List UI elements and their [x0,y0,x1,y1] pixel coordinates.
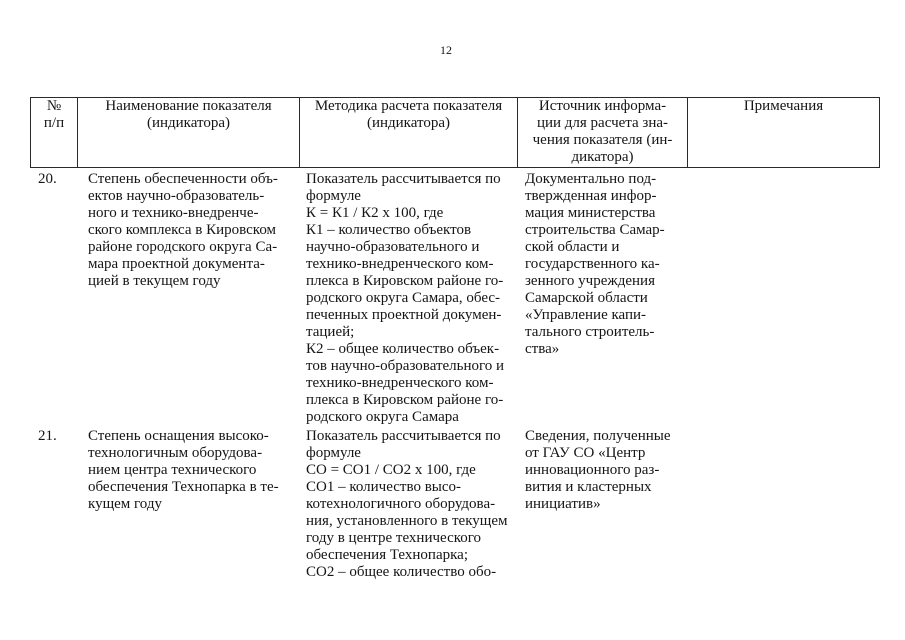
cell-text-line: Документально под- [525,171,657,187]
cell-text-line: К1 – количество объектов [306,222,472,238]
cell-text-line: ния, установленного в текущем [306,513,508,529]
cell-text-line: родского округа Самара [306,409,459,425]
cell-text-line: СО2 – общее количество обо- [306,564,497,580]
cell-text-line: технологичным оборудова- [88,445,263,461]
cell-text-line: тацией; [306,324,355,340]
cell-text-line: государственного ка- [525,256,660,272]
header-text-line: Источник информа- [538,98,667,114]
cell-text-line: формуле [306,445,361,461]
cell-text-line: Степень оснащения высоко- [88,428,269,444]
row-number-cell: 21. [38,428,57,444]
header-text-line: чения показателя (ин- [532,132,673,148]
cell-text-line: тального строитель- [525,324,655,340]
cell-text-line: ства» [525,341,560,357]
cell-text-line: цией в текущем году [88,273,221,289]
cell-text-line: вития и кластерных [525,479,652,495]
cell-text-line: Степень обеспеченности объ- [88,171,278,187]
cell-text-line: твержденная инфор- [525,188,657,204]
cell-text-line: К2 – общее количество объек- [306,341,500,357]
indicator-name-cell [88,171,278,290]
cell-text-line: строительства Самар- [525,222,665,238]
cell-text-line: «Управление капи- [525,307,647,323]
cell-text-line: тов научно-образовательного и [306,358,505,374]
cell-text-line: технико-внедренческого ком- [306,256,494,272]
cell-text-line: научно-образовательного и [306,239,480,255]
cell-text-line: ского комплекса в Кировском [88,222,277,238]
indicator-name-cell [88,428,279,513]
cell-text-line: зенного учреждения [525,273,655,289]
header-text-line: ции для расчета зна- [536,115,669,131]
cell-text-line: мация министерства [525,205,656,221]
cell-text-line: ного и технико-внедренче- [88,205,259,221]
cell-text-line: обеспечения Технопарка в те- [88,479,279,495]
calculation-method-cell [306,171,504,426]
header-text-line: (индикатора) [146,115,231,131]
cell-text-line: ектов научно-образователь- [88,188,265,204]
header-cell-number [31,98,78,167]
header-cell-indicator-name [78,98,300,167]
information-source-cell [525,171,665,358]
cell-text-line: плекса в Кировском районе го- [306,392,504,408]
table-header [30,97,880,168]
cell-text-line: плекса в Кировском районе го- [306,273,504,289]
header-text-line: Примечания [743,98,824,114]
cell-text-line: обеспечения Технопарка; [306,547,468,563]
row-number-cell: 20. [38,171,57,187]
cell-text-line: котехнологичного оборудова- [306,496,496,512]
cell-text-line: году в центре технического [306,530,482,546]
cell-text-line: Показатель рассчитывается по [306,428,501,444]
header-text-line: Наименование показателя [105,98,272,114]
cell-text-line: технико-внедренческого ком- [306,375,494,391]
header-text-line: дикатора) [571,149,634,165]
header-cell-information-source [518,98,688,167]
cell-text-line: ской области и [525,239,620,255]
information-source-cell [525,428,671,513]
cell-text-line: родского округа Самара, обес- [306,290,501,306]
cell-text-line: нием центра технического [88,462,257,478]
calculation-method-cell [306,428,507,581]
cell-text-line: от ГАУ СО «Центр [525,445,646,461]
cell-text-line: СО = СО1 / СО2 х 100, где [306,462,476,478]
header-cell-notes [688,98,879,167]
header-cell-calculation-method [300,98,518,167]
cell-text-line: К = К1 / К2 х 100, где [306,205,444,221]
header-text-line: п/п [43,115,65,131]
header-text-line: № [46,98,62,114]
cell-text-line: районе городского округа Са- [88,239,278,255]
header-text-line: Методика расчета показателя [314,98,503,114]
cell-text-line: инициатив» [525,496,601,512]
cell-text-line: кущем году [88,496,163,512]
cell-text-line: печенных проектной докумен- [306,307,502,323]
header-text-line: (индикатора) [366,115,451,131]
cell-text-line: инновационного раз- [525,462,660,478]
page-number: 12 [440,43,452,57]
cell-text-line: мара проектной документа- [88,256,265,272]
cell-text-line: формуле [306,188,361,204]
cell-text-line: Самарской области [525,290,648,306]
cell-text-line: Сведения, полученные [525,428,671,444]
cell-text-line: Показатель рассчитывается по [306,171,501,187]
cell-text-line: СО1 – количество высо- [306,479,462,495]
